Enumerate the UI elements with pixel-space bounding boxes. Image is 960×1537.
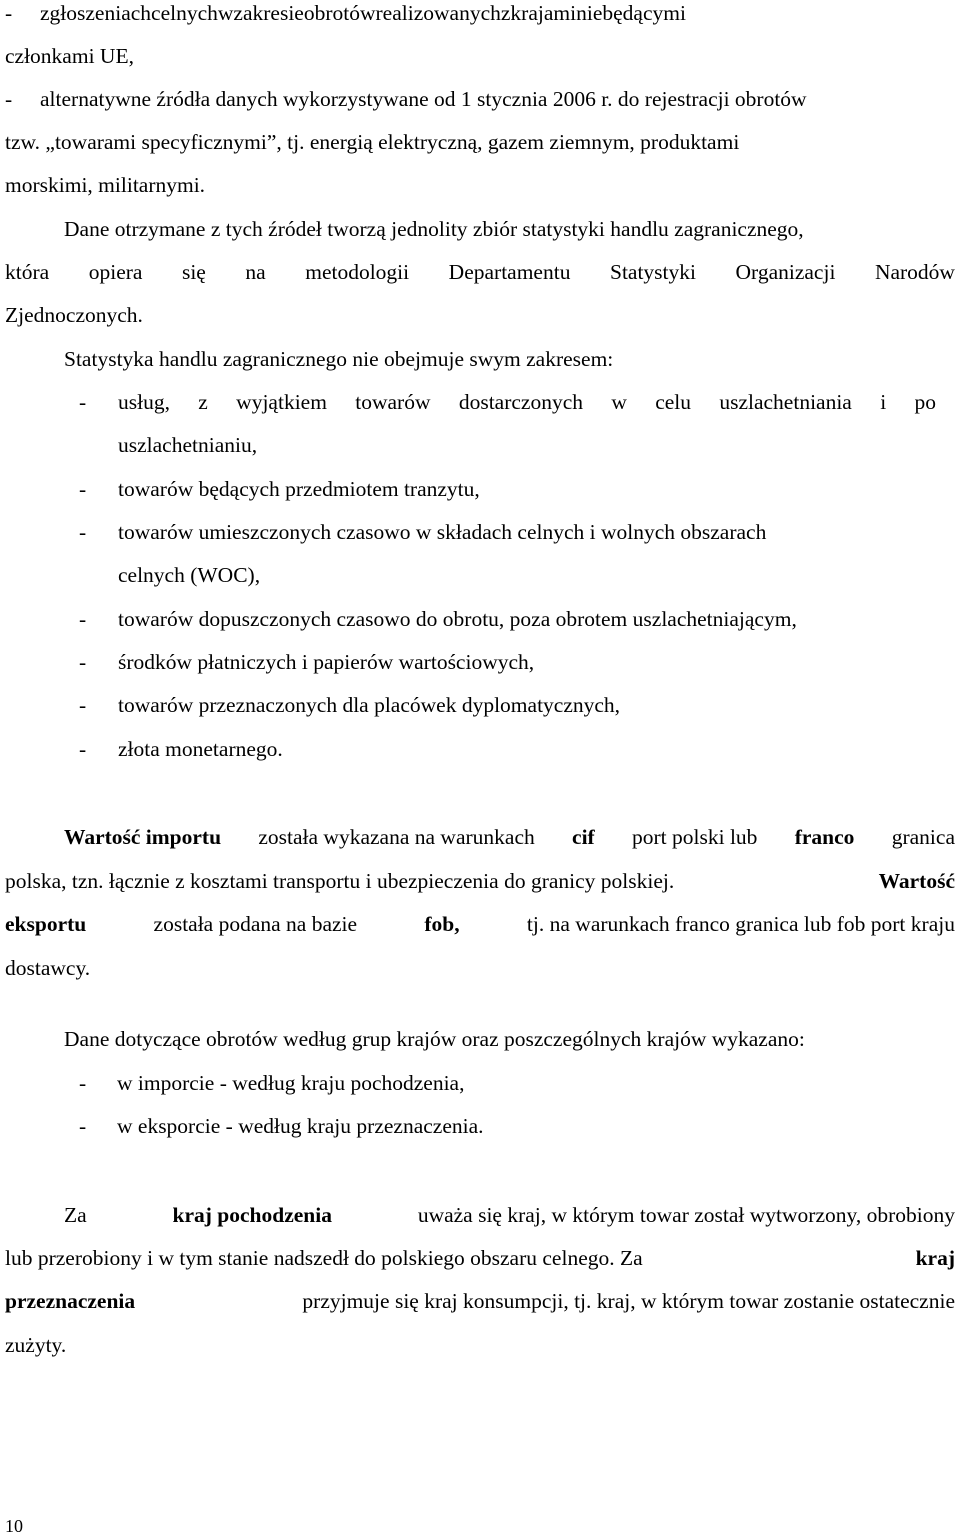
intro-item1-line2: członkami UE, xyxy=(5,44,134,68)
bold-term: eksportu xyxy=(5,912,87,936)
intro-item2-line1: alternatywne źródła danych wykorzystywane od 1 stycznia 2006 r. do rejestracji obrotów xyxy=(40,87,807,111)
para4-intro: Dane dotyczące obrotów według grup krajów oraz poszczególnych krajów wykazano: xyxy=(64,1027,805,1051)
para4-item2: w eksporcie - według kraju przeznaczenia. xyxy=(117,1114,484,1138)
para2-item1-line1: usług, z wyjątkiem towarów dostarczonych w celu uszlachetniania i po xyxy=(118,390,936,414)
intro-item2-line2: tzw. „towarami specyficznymi”, tj. energią elektryczną, gazem ziemnym, produktami xyxy=(5,130,740,154)
para3-line2: polska, tzn. łącznie z kosztami transportu i ubezpieczenia do granicy polskiej. Wartość xyxy=(5,869,955,893)
para3-line3: eksportu została podana na bazie fob, tj. na warunkach franco granica lub fob port kraju xyxy=(5,912,955,936)
para2-item1-line2: uszlachetnianiu, xyxy=(118,433,258,457)
para3-line1: Wartość importu została wykazana na warunkach cif port polski lub franco granica xyxy=(64,825,955,849)
para1-line1: Dane otrzymane z tych źródeł tworzą jednolity zbiór statystyki handlu zagranicznego, xyxy=(64,217,804,241)
para2-item5: środków płatniczych i papierów wartościowych, xyxy=(118,650,535,674)
list-dash: - xyxy=(79,520,87,544)
para2-item4: towarów dopuszczonych czasowo do obrotu, poza obrotem uszlachetniającym, xyxy=(118,607,797,631)
para5-line4: zużyty. xyxy=(5,1333,67,1357)
list-dash: - xyxy=(79,693,87,717)
para4-item1: w imporcie - według kraju pochodzenia, xyxy=(117,1071,465,1095)
para2-intro: Statystyka handlu zagranicznego nie obejmuje swym zakresem: xyxy=(64,347,614,371)
para1-line3: Zjednoczonych. xyxy=(5,303,143,327)
para5-line1: Za kraj pochodzenia uważa się kraj, w którym towar został wytworzony, obrobiony xyxy=(64,1203,955,1227)
list-dash: - xyxy=(79,1114,87,1138)
para2-item6: towarów przeznaczonych dla placówek dyplomatycznych, xyxy=(118,693,621,717)
para2-item3-line2: celnych (WOC), xyxy=(118,563,261,587)
page-number: 10 xyxy=(5,1516,23,1536)
para2-item7: złota monetarnego. xyxy=(118,737,283,761)
list-dash: - xyxy=(79,1071,87,1095)
list-dash: - xyxy=(79,390,87,414)
list-dash: - xyxy=(79,650,87,674)
para2-item3-line1: towarów umieszczonych czasowo w składach celnych i wolnych obszarach xyxy=(118,520,767,544)
para5-line2: lub przerobiony i w tym stanie nadszedł do polskiego obszaru celnego. Za kraj xyxy=(5,1246,955,1270)
list-dash: - xyxy=(79,737,87,761)
bold-term: franco xyxy=(794,825,855,849)
bold-term: Wartość importu xyxy=(64,825,222,849)
bold-term: przeznaczenia xyxy=(5,1289,136,1313)
list-dash: - xyxy=(5,87,13,111)
bold-term: cif xyxy=(572,825,595,849)
bold-term: kraj pochodzenia xyxy=(172,1203,332,1227)
bold-term: fob, xyxy=(424,912,460,936)
bold-term: kraj xyxy=(915,1246,955,1270)
list-dash: - xyxy=(79,477,87,501)
para5-line3: przeznaczenia przyjmuje się kraj konsumpcji, tj. kraj, w którym towar zostanie ostatecznie xyxy=(5,1289,955,1313)
para3-line4: dostawcy. xyxy=(5,956,91,980)
bold-term: Wartość xyxy=(878,869,955,893)
intro-item1-line1: zgłoszeniach celnych w zakresie obrotów realizowanych z krajami niebędącymi xyxy=(40,1,686,25)
intro-item2-line3: morskimi, militarnymi. xyxy=(5,173,206,197)
list-dash: - xyxy=(79,607,87,631)
para1-line2: która opiera się na metodologii Departamentu Statystyki Organizacji Narodów xyxy=(5,260,955,284)
list-dash: - xyxy=(5,1,13,25)
para2-item2: towarów będących przedmiotem tranzytu, xyxy=(118,477,480,501)
